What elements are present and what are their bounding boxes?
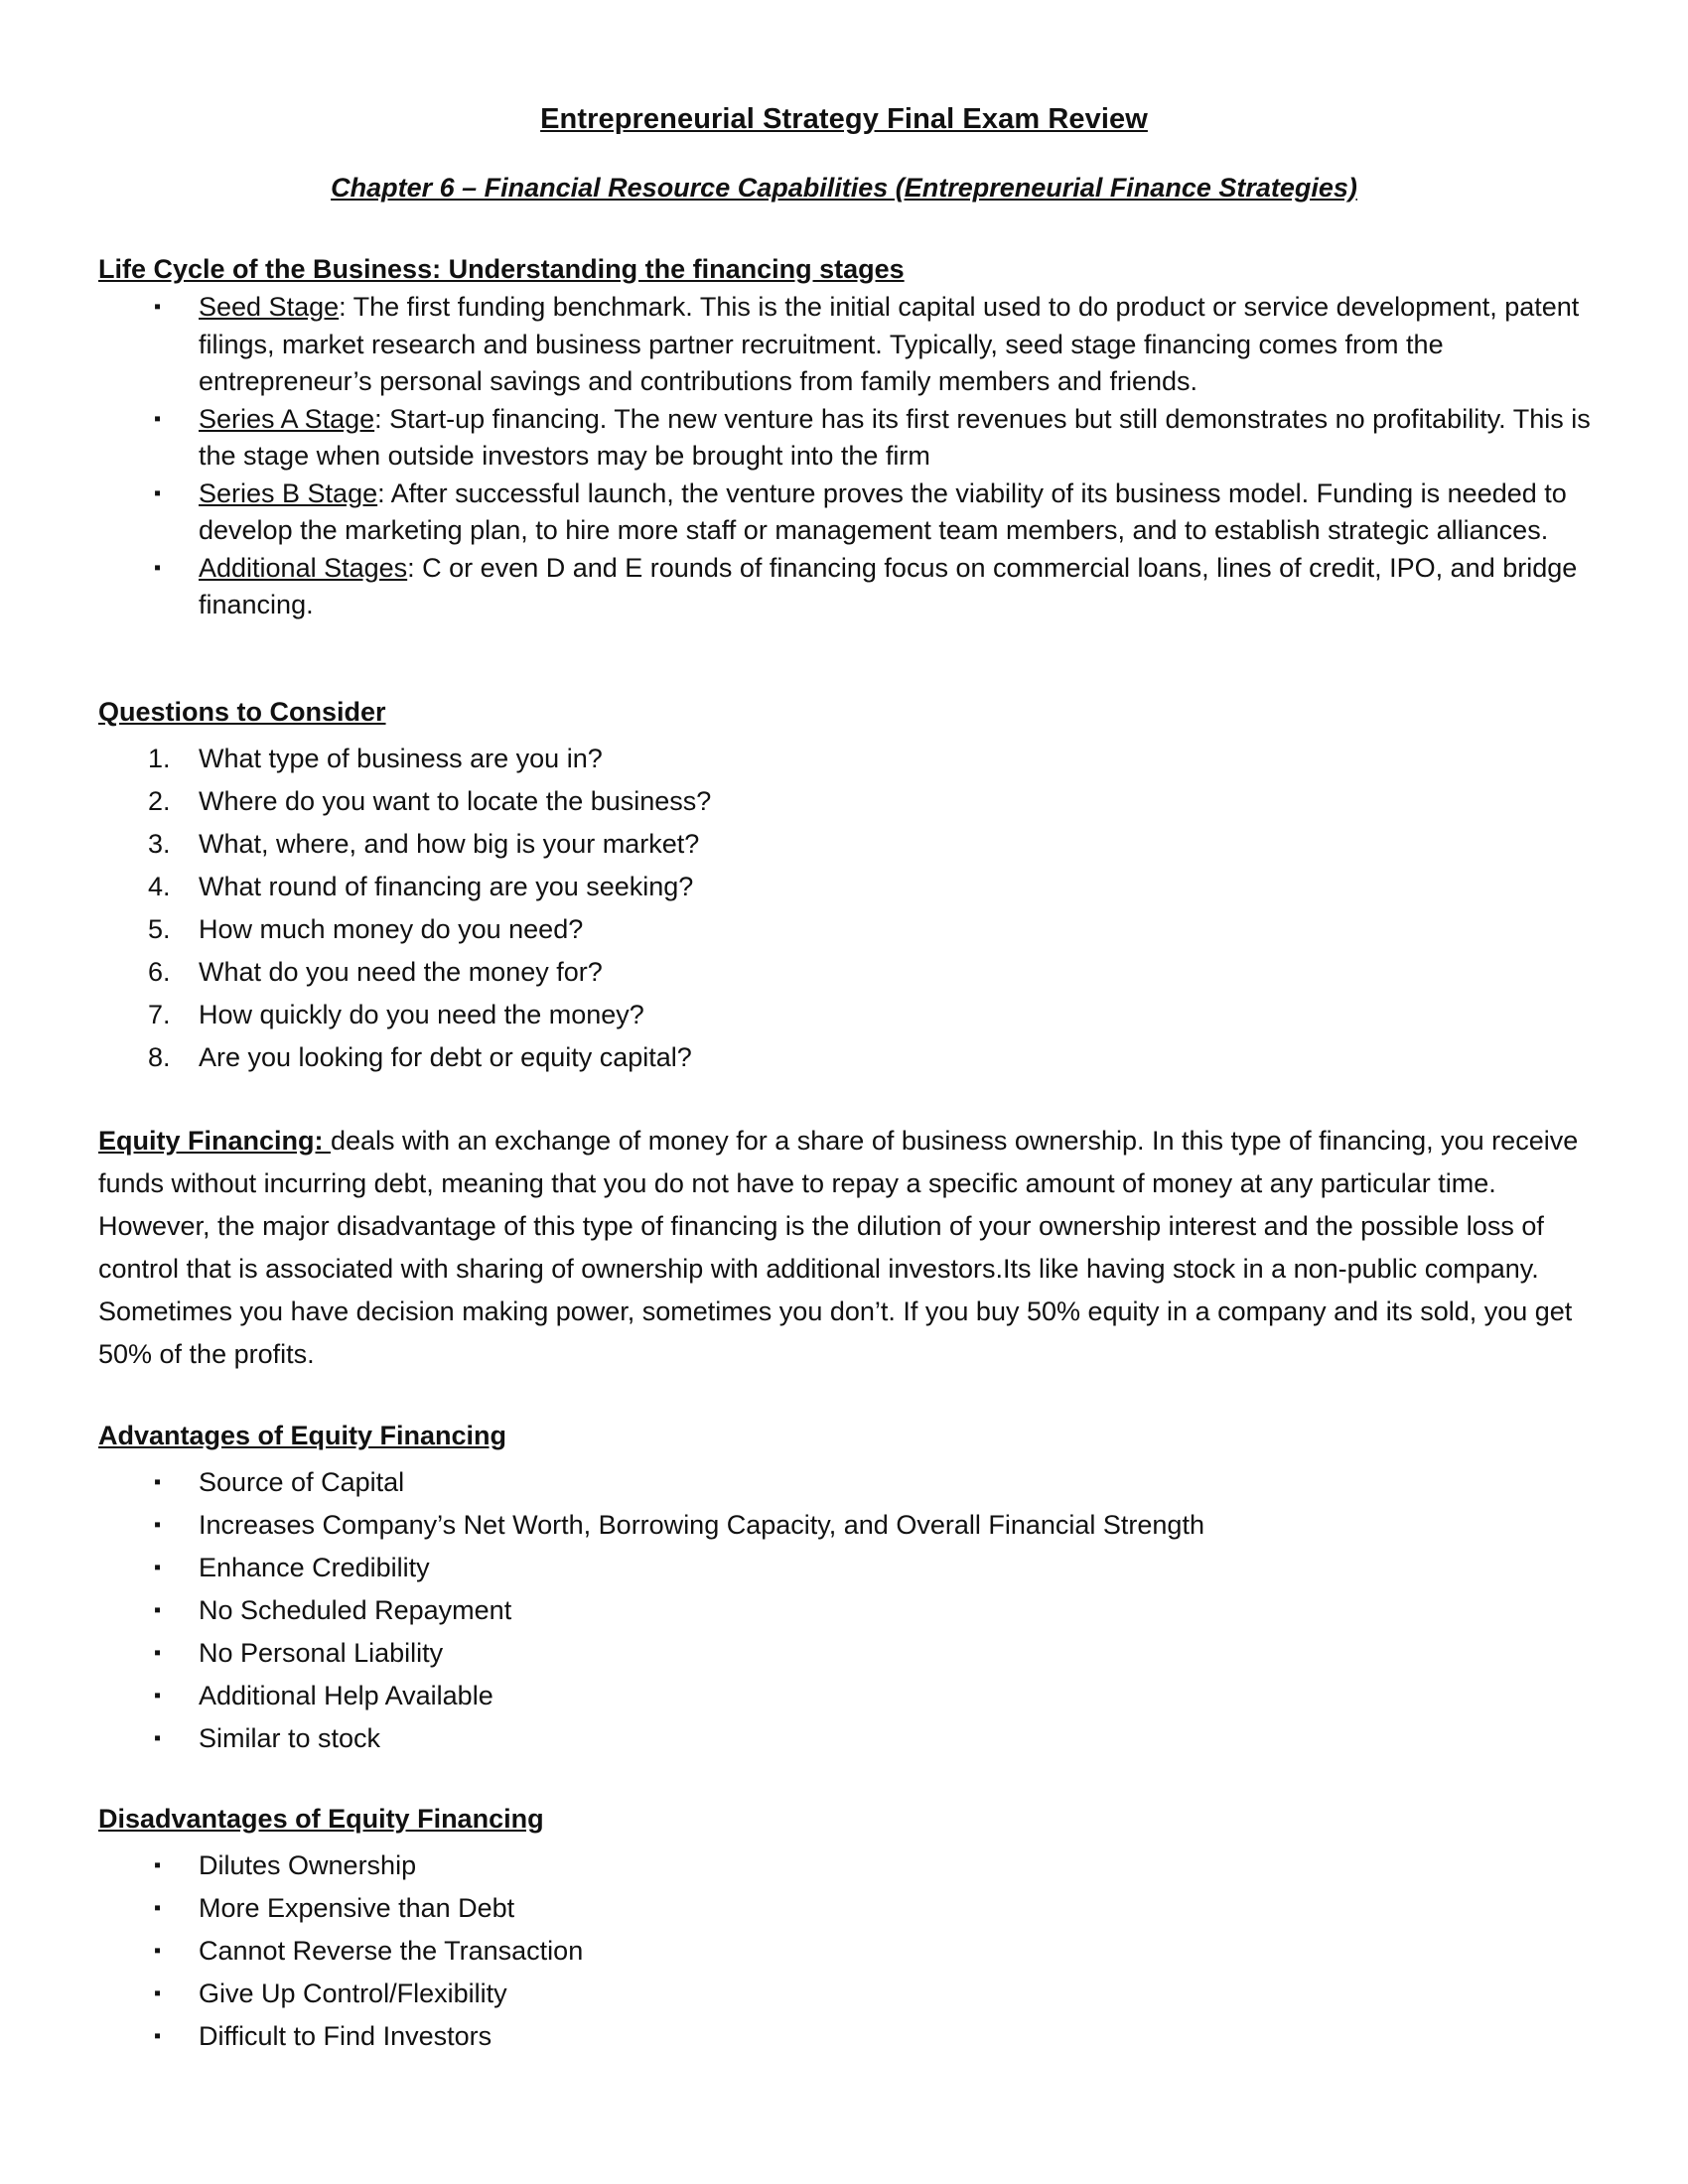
disadvantage-text: Difficult to Find Investors	[199, 2021, 492, 2051]
advantages-list	[98, 1461, 1598, 1760]
list-number: 6.	[148, 957, 171, 987]
question-text: Where do you want to locate the business?	[199, 786, 712, 816]
equity-financing-paragraph	[98, 1120, 1603, 1376]
list-item	[98, 738, 1488, 780]
disadvantages-list	[98, 1844, 1598, 2058]
list-item	[98, 1504, 1598, 1547]
bullet-icon: ▪	[154, 1514, 162, 1536]
advantage-text: No Scheduled Repayment	[199, 1595, 512, 1625]
list-number: 1.	[148, 744, 171, 773]
bullet-icon: ▪	[154, 1897, 162, 1919]
stage-term: Series A Stage	[199, 403, 375, 434]
bullet-icon: ▪	[154, 1642, 162, 1664]
life-cycle-heading: Life Cycle of the Business: Understanding the financing stages	[98, 254, 905, 284]
list-item	[98, 908, 1488, 951]
list-item	[98, 1461, 1598, 1504]
stage-description: : After successful launch, the venture proves the viability of its business model. Funding is needed to develop the marketing plan, to hire more staff or management team members, and to establish strategic alliances.	[199, 478, 1567, 545]
question-text: What do you need the money for?	[199, 957, 603, 987]
list-item	[98, 1930, 1598, 1973]
list-item	[98, 866, 1488, 908]
question-text: Are you looking for debt or equity capital?	[199, 1042, 692, 1072]
bullet-icon: ▪	[154, 296, 162, 318]
advantage-text: Similar to stock	[199, 1723, 381, 1753]
bullet-icon: ▪	[154, 1982, 162, 2004]
equity-financing-term: Equity Financing:	[98, 1126, 331, 1156]
list-item	[98, 1547, 1598, 1589]
list-item	[98, 2015, 1598, 2058]
bullet-icon: ▪	[154, 1685, 162, 1706]
bullet-icon: ▪	[154, 1854, 162, 1876]
advantage-text: Enhance Credibility	[199, 1553, 430, 1582]
list-item	[98, 289, 1598, 401]
bullet-icon: ▪	[154, 1727, 162, 1749]
list-item	[98, 994, 1488, 1036]
list-item	[98, 1717, 1598, 1760]
question-text: What round of financing are you seeking?	[199, 872, 694, 901]
stage-term: Series B Stage	[199, 478, 378, 508]
list-item	[98, 1887, 1598, 1930]
list-item	[98, 476, 1598, 550]
question-text: What, where, and how big is your market?	[199, 829, 700, 859]
stage-description: : C or even D and E rounds of financing focus on commercial loans, lines of credit, IPO, and bridge financing.	[199, 552, 1578, 619]
stage-description: : Start-up financing. The new venture has its first revenues but still demonstrates no profitability. This is the stage when outside investors may be brought into the firm	[199, 403, 1591, 471]
list-number: 3.	[148, 829, 171, 859]
list-item	[98, 1675, 1598, 1717]
bullet-icon: ▪	[154, 1471, 162, 1493]
list-item	[98, 951, 1488, 994]
stage-term: Seed Stage	[199, 292, 340, 322]
advantages-heading: Advantages of Equity Financing	[98, 1421, 507, 1450]
list-item	[98, 1632, 1598, 1675]
list-item	[98, 401, 1598, 476]
questions-list	[98, 738, 1488, 1079]
disadvantage-text: Dilutes Ownership	[199, 1850, 417, 1880]
list-item	[98, 1844, 1598, 1887]
list-item	[98, 780, 1488, 823]
list-item	[98, 1973, 1598, 2015]
question-text: How much money do you need?	[199, 914, 584, 944]
bullet-icon: ▪	[154, 1599, 162, 1621]
chapter-title: Chapter 6 – Financial Resource Capabilities (Entrepreneurial Finance Strategies)	[331, 173, 1357, 203]
bullet-icon: ▪	[154, 1940, 162, 1962]
list-item	[98, 550, 1598, 624]
bullet-icon: ▪	[154, 481, 162, 504]
document-title: Entrepreneurial Strategy Final Exam Review	[540, 103, 1148, 135]
list-item	[98, 1036, 1488, 1079]
equity-financing-text: deals with an exchange of money for a share of business ownership. In this type of financing, you receive funds without incurring debt, meaning that you do not have to repay a specific amount of money at any particular time. However, the major disadvantage of this type of financing is the dilution of your ownership interest and the possible loss of control that is associated with sharing of ownership with additional investors.Its like having stock in a non-public company. Sometimes you have decision making power, sometimes you don’t. If you buy 50% equity in a company and its sold, you get 50% of the profits.	[98, 1126, 1579, 1369]
list-number: 5.	[148, 914, 171, 944]
stage-description: : The first funding benchmark. This is the initial capital used to do product or service development, patent filings, market research and business partner recruitment. Typically, seed stage financing comes from the entrepreneur’s personal savings and contributions from family members and friends.	[199, 292, 1580, 396]
life-cycle-list	[98, 289, 1598, 624]
list-number: 7.	[148, 1000, 171, 1029]
question-text: What type of business are you in?	[199, 744, 603, 773]
disadvantage-text: Give Up Control/Flexibility	[199, 1979, 507, 2008]
bullet-icon: ▪	[154, 2025, 162, 2047]
bullet-icon: ▪	[154, 1557, 162, 1578]
question-text: How quickly do you need the money?	[199, 1000, 644, 1029]
disadvantage-text: Cannot Reverse the Transaction	[199, 1936, 584, 1966]
list-number: 2.	[148, 786, 171, 816]
stage-term: Additional Stages	[199, 552, 408, 583]
list-item	[98, 1589, 1598, 1632]
disadvantage-text: More Expensive than Debt	[199, 1893, 515, 1923]
bullet-icon: ▪	[154, 556, 162, 579]
advantage-text: Source of Capital	[199, 1467, 405, 1497]
list-item	[98, 823, 1488, 866]
questions-heading: Questions to Consider	[98, 697, 386, 727]
disadvantages-heading: Disadvantages of Equity Financing	[98, 1804, 544, 1834]
advantage-text: Increases Company’s Net Worth, Borrowing Capacity, and Overall Financial Strength	[199, 1510, 1204, 1540]
bullet-icon: ▪	[154, 407, 162, 430]
advantage-text: Additional Help Available	[199, 1681, 493, 1710]
advantage-text: No Personal Liability	[199, 1638, 444, 1668]
list-number: 8.	[148, 1042, 171, 1072]
list-number: 4.	[148, 872, 171, 901]
